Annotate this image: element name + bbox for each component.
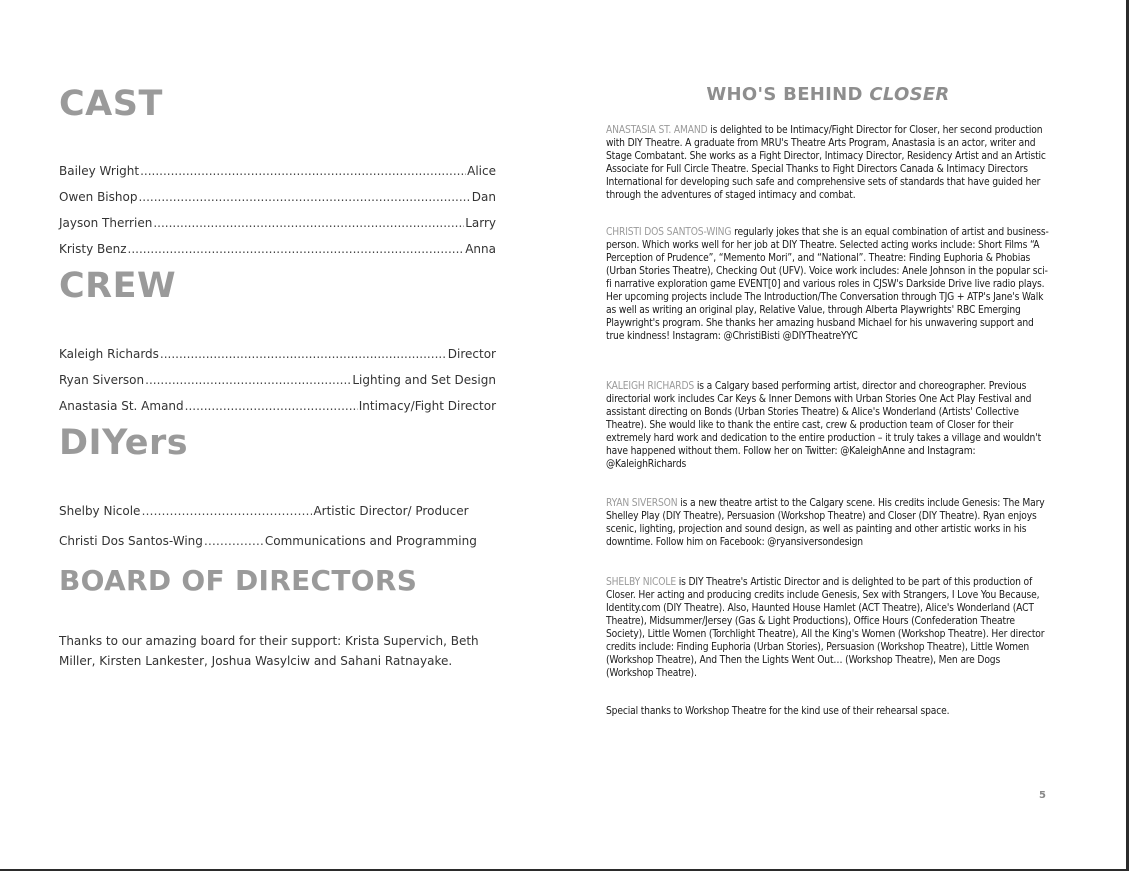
cast-name: Bailey Wright bbox=[59, 164, 140, 178]
crew-heading: CREW bbox=[59, 266, 177, 306]
title-show: CLOSER bbox=[869, 84, 950, 105]
cast-role: Anna bbox=[465, 242, 496, 256]
crew-name: Kaleigh Richards bbox=[59, 347, 159, 361]
crew-name: Anastasia St. Amand bbox=[59, 399, 184, 413]
cast-name: Owen Bishop bbox=[59, 190, 138, 204]
crew-row bbox=[59, 373, 496, 399]
cast-role: Larry bbox=[465, 216, 496, 230]
bio-text: is a Calgary based performing artist, director and choreographer. Previous directorial work includes Car Keys & Inner Demons with Urban Stories One Act Play Festival and assistant directing on Bonds (Urban Stories Theatre) & Alice's Wonderland (Artists' Collective Theatre). She would like to thank the entire cast, crew & production team of Closer for their extremely hard work and dedication to the entire production – it truly takes a village and wouldn't have happened without them. Follow her on Twitter: @KaleighAnne and Instagram: @KaleighRichards bbox=[606, 381, 1042, 470]
diyer-row bbox=[59, 534, 477, 564]
cast-heading: CAST bbox=[59, 84, 163, 124]
bio-text: is delighted to be Intimacy/Fight Director for Closer, her second production with DIY Theatre. A graduate from MRU's Theatre Arts Program, Anastasia is an actor, writer and Stage Combatant. She works as a Fight Director, Intimacy Director, Residency Artist and an Artistic Associate for Full Circle Theatre. Special Thanks to Fight Directors Canada & Intimacy Directors International for developing such safe and comprehensive sets of standards that have guided her through the adventures of staged intimacy and combat. bbox=[606, 125, 1046, 201]
dot-leader bbox=[140, 164, 466, 178]
section-title bbox=[606, 84, 1050, 105]
bio-paragraph bbox=[606, 576, 1050, 680]
diyers-list bbox=[59, 504, 477, 564]
dot-leader bbox=[153, 216, 464, 230]
bio-text: is a new theatre artist to the Calgary scene. His credits include Genesis: The Mary Shelley Play (DIY Theatre), Persuasion (Workshop Theatre) and Closer (DIY Theatre). Ryan enjoys scenic, lighting, projection and sound design, as well as painting and other artistic works in his downtime. Follow him on Facebook: @ryansiversondesign bbox=[606, 498, 1045, 548]
bio-paragraph bbox=[606, 226, 1050, 343]
dot-leader bbox=[204, 534, 264, 548]
bio-text: is DIY Theatre's Artistic Director and is delighted to be part of this production of Closer. Her acting and producing credits include Genesis, Sex with Strangers, I Love You Because, Identity.com (DIY Theatre). Also, Haunted House Hamlet (ACT Theatre), Alice's Wonderland (ACT Theatre), Midsummer/Jersey (Gas & Light Productions), Office Hours (Confederation Theatre Society), Little Women (Torchlight Theatre), All the King's Women (Workshop Theatre). Her director credits include: Finding Euphoria (Urban Stories), Persuasion (Workshop Theatre), Little Women (Workshop Theatre), And Then the Lights Went Out… (Workshop Theatre), Men are Dogs (Workshop Theatre). bbox=[606, 577, 1045, 679]
diyer-role: Communications and Programming bbox=[264, 534, 477, 548]
crew-name: Ryan Siverson bbox=[59, 373, 145, 387]
cast-row bbox=[59, 190, 496, 216]
dot-leader bbox=[160, 347, 447, 361]
crew-role: Intimacy/Fight Director bbox=[358, 399, 496, 413]
crew-row bbox=[59, 347, 496, 373]
title-prefix: WHO'S BEHIND bbox=[706, 84, 870, 105]
cast-row bbox=[59, 164, 496, 190]
cast-role: Alice bbox=[467, 164, 496, 178]
cast-list bbox=[59, 164, 496, 268]
bio-name: KALEIGH RICHARDS bbox=[606, 381, 695, 392]
cast-role: Dan bbox=[471, 190, 496, 204]
bio-text: regularly jokes that she is an equal combination of artist and business-person. Which works well for her job at DIY Theatre. Selected acting works include: Short Films “A Perception of Prudence”, “Memento Mori”, and “National”. Theatre: Finding Euphoria & Phobias (Urban Stories Theatre), Checking Out (UFV). Voice work includes: Anele Johnson in the popular sci-fi narrative exploration game EVENT[0] and various roles in CJSW's Darkside Drive live radio plays. Her upcoming projects include The Introduction/The Conversation through TJG + ATP's Jane's Walk as well as writing an original play, Relative Value, through Alberta Playwrights' RBC Emerging Playwright's program. She thanks her amazing husband Michael for his unwavering support and true kindness! Instagram: @ChristiBisti @DIYTheatreYYC bbox=[606, 227, 1049, 342]
diyers-heading: DIYers bbox=[59, 423, 189, 463]
cast-row bbox=[59, 216, 496, 242]
bio-paragraph bbox=[606, 124, 1050, 202]
bio-paragraph bbox=[606, 497, 1050, 549]
bio-name: RYAN SIVERSON bbox=[606, 498, 678, 509]
diyer-row bbox=[59, 504, 469, 534]
crew-role: Lighting and Set Design bbox=[352, 373, 496, 387]
dot-leader bbox=[138, 190, 470, 204]
closing-thanks: Special thanks to Workshop Theatre for the kind use of their rehearsal space. bbox=[606, 706, 950, 717]
crew-list bbox=[59, 347, 496, 425]
crew-row bbox=[59, 399, 496, 425]
cast-name: Kristy Benz bbox=[59, 242, 127, 256]
bio-name: ANASTASIA ST. AMAND bbox=[606, 125, 708, 136]
bio-name: CHRISTI DOS SANTOS-WING bbox=[606, 227, 732, 238]
diyer-name: Christi Dos Santos-Wing bbox=[59, 534, 203, 548]
dot-leader bbox=[128, 242, 465, 256]
cast-name: Jayson Therrien bbox=[59, 216, 153, 230]
dot-leader bbox=[185, 399, 358, 413]
dot-leader bbox=[145, 373, 351, 387]
diyer-role: Artistic Director/ Producer bbox=[313, 504, 469, 518]
dot-leader bbox=[141, 504, 312, 518]
page-number: 5 bbox=[1039, 790, 1046, 801]
crew-role: Director bbox=[447, 347, 496, 361]
bio-name: SHELBY NICOLE bbox=[606, 577, 676, 588]
board-thanks: Thanks to our amazing board for their support: Krista Supervich, Beth Miller, Kirsten Lankester, Joshua Wasylciw and Sahani Ratnayake. bbox=[59, 634, 479, 668]
diyer-name: Shelby Nicole bbox=[59, 504, 141, 518]
board-heading: BOARD OF DIRECTORS bbox=[59, 564, 418, 597]
bio-paragraph bbox=[606, 380, 1050, 471]
cast-row bbox=[59, 242, 496, 268]
